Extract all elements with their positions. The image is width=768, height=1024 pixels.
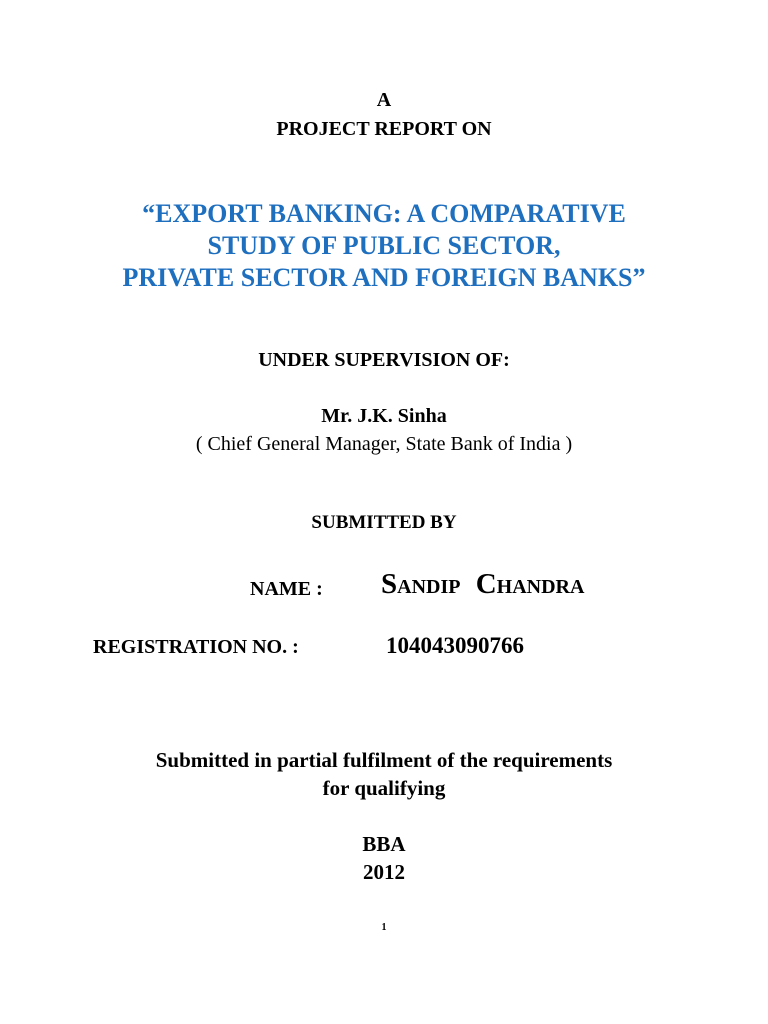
title-line-2: STUDY OF PUBLIC SECTOR, — [207, 231, 561, 260]
fulfilment-statement — [0, 746, 768, 802]
supervision-heading: UNDER SUPERVISION OF: — [258, 349, 510, 371]
report-title — [0, 198, 768, 294]
submitted-by-heading: SUBMITTED BY — [311, 512, 457, 533]
registration-label: REGISTRATION NO. : — [93, 636, 299, 658]
name-label: NAME : — [250, 578, 323, 600]
page-number: 1 — [381, 922, 387, 933]
title-line-1: “EXPORT BANKING: A COMPARATIVE — [142, 199, 626, 228]
fulfilment-line-1: Submitted in partial fulfilment of the requirements — [155, 748, 613, 772]
student-name: Sandip Chandra — [381, 568, 585, 600]
fulfilment-line-2: for qualifying — [322, 776, 446, 800]
supervisor-name: Mr. J.K. Sinha — [321, 405, 447, 427]
supervisor-role: ( Chief General Manager, State Bank of India ) — [195, 433, 573, 455]
degree-program: BBA — [362, 832, 406, 856]
title-line-3: PRIVATE SECTOR AND FOREIGN BANKS” — [122, 263, 646, 292]
registration-number: 104043090766 — [386, 633, 524, 658]
degree-year: 2012 — [363, 860, 405, 884]
header-report-label: PROJECT REPORT ON — [276, 118, 492, 140]
header-article: A — [376, 89, 392, 111]
